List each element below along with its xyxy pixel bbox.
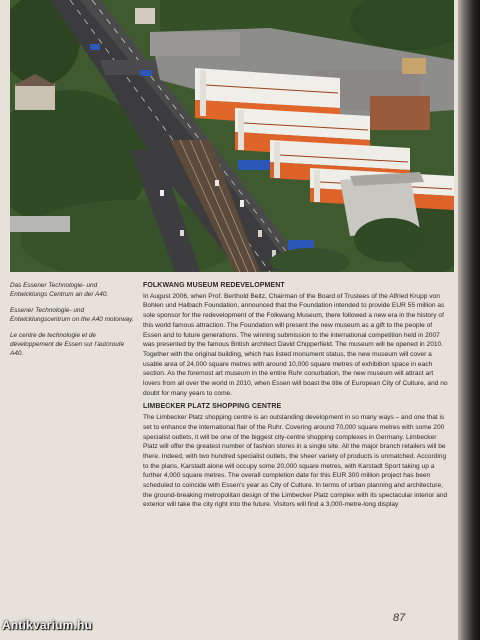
book-spine-edge: [458, 0, 480, 640]
caption-german: Das Essener Technologie- und Entwicklungs Centrum an der A40.: [10, 282, 109, 298]
article-body: [143, 281, 449, 514]
photo-captions: [10, 282, 136, 366]
watermark-logo: Antikvarium.hu: [2, 618, 93, 632]
paragraph-folkwang-museum: In August 2006, when Prof. Berthold Beitz, Chairman of the Board of Trustees of the Alfried Krupp von Bohlen und Halbach Foundation, announced that the Foundation intended to provide EUR 55 million as sole sponsor for the redevelopment of the Folkwang Museum, there followed a new era in the history of this world famous attraction. The Foundation will present the new museum as a gift to the people of Essen and to future generations. The winning submission to the international competition held in 2007 was presented by the famous British architect David Chipperfield. The museum will be opened in 2010. Together with the original building, which has listed monument status, the new museum will cover a usable area of 24,000 square metres with around 10,000 square metres of exhibition space in each section. As the foremost art museum in the entire Ruhr conurbation, the new museum will attract art lovers from all over the world in 2010, when Essen will boast the title of European City of Culture, and no doubt for many years to come.: [143, 292, 448, 397]
page-number: 87: [393, 612, 406, 624]
paragraph-limbecker-platz: The Limbecker Platz shopping centre is an outstanding development in so many ways – and one that is set to enhance the international flair of the Ruhr. Covering around 70,000 square metres with some 200 specialist outlets, it will be one of the biggest city-centre shopping complexes in Germany. Limbecker Platz will offer the greatest number of fashion stores in a single site. All the major branch retailers will be there. Indeed, with two hundred specialist outlets, the sheer variety of products is unmatched. According to the plans, Karstadt alone will occupy some 20,000 square metres, with Karstadt Sport taking up a further 4,000 square metres. The overall completion date for this EUR 300 million project has been scheduled to coincide with Essen's year as City of Culture. In terms of urban planning and architecture, the ground-breaking metropolitan design of the Limbecker Platz complex with its spectacular interior and exterior will take the city right into the future. Visitors will find a 3,000-metre-long display: [143, 414, 448, 509]
aerial-photo-illustration: [10, 0, 454, 272]
heading-limbecker-platz: LIMBECKER PLATZ SHOPPING CENTRE: [143, 403, 282, 411]
caption-english: Essener Technologie- und Entwicklungscentrum on the A40 motorway.: [10, 307, 134, 323]
caption-french: Le centre de technologie et de développement de Essen sur l'autoroute A40.: [10, 332, 125, 357]
heading-folkwang-museum: FOLKWANG MUSEUM REDEVELOPMENT: [143, 282, 285, 289]
aerial-photo: [10, 0, 454, 272]
motorway-sign: [238, 160, 274, 170]
